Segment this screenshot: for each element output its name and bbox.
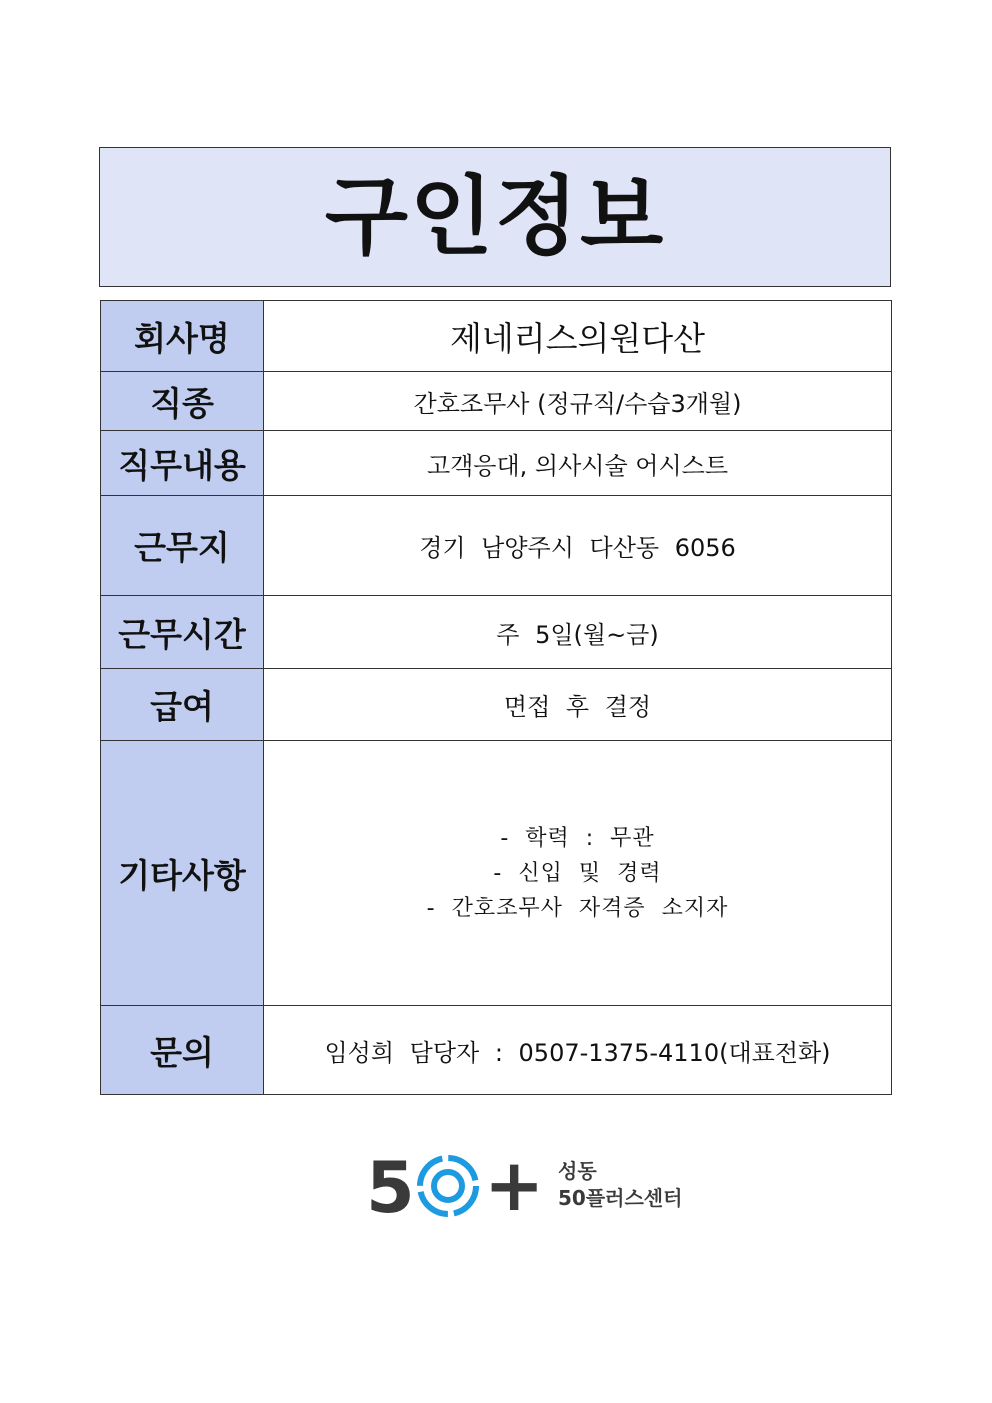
page-title: 구인정보 [324, 167, 666, 267]
note-item: - 간호조무사 자격증 소지자 [426, 895, 729, 921]
value-notes [264, 741, 892, 1006]
label-company: 회사명 [101, 301, 264, 372]
value-location: 경기 남양주시 다산동 6056 [264, 496, 892, 596]
notes-list [264, 821, 891, 926]
row-contact [101, 1006, 892, 1095]
value-contact: 임성희 담당자 : 0507-1375-4110(대표전화) [264, 1006, 892, 1095]
job-info-table [100, 300, 892, 1095]
seongdong-50plus-logo [366, 1150, 696, 1220]
value-duties: 고객응대, 의사시술 어시스트 [264, 431, 892, 496]
logo-outer-ring [420, 1158, 476, 1214]
row-hours [101, 596, 892, 669]
row-duties [101, 431, 892, 496]
row-salary [101, 669, 892, 741]
value-hours: 주 5일(월~금) [264, 596, 892, 669]
logo-text [558, 1158, 682, 1212]
label-notes: 기타사항 [101, 741, 264, 1006]
row-company [101, 301, 892, 372]
label-duties: 직무내용 [101, 431, 264, 496]
label-contact: 문의 [101, 1006, 264, 1095]
note-item: - 신입 및 경력 [493, 860, 662, 886]
title-banner [99, 147, 891, 287]
row-location [101, 496, 892, 596]
logo-plus: + [484, 1150, 545, 1220]
label-salary: 급여 [101, 669, 264, 741]
logo-inner-ring [434, 1172, 462, 1200]
row-notes [101, 741, 892, 1006]
value-job-type: 간호조무사 (정규직/수습3개월) [264, 372, 892, 431]
logo-number-five: 5 [366, 1150, 415, 1220]
note-item: - 학력 : 무관 [500, 825, 655, 851]
label-location: 근무지 [101, 496, 264, 596]
logo-line-1: 성동 [558, 1159, 597, 1183]
value-company: 제네리스의원다산 [264, 301, 892, 372]
logo-mark-icon [366, 1150, 546, 1220]
row-job-type [101, 372, 892, 431]
label-hours: 근무시간 [101, 596, 264, 669]
value-salary: 면접 후 결정 [264, 669, 892, 741]
label-job-type: 직종 [101, 372, 264, 431]
logo-line-2: 50플러스센터 [558, 1186, 683, 1210]
